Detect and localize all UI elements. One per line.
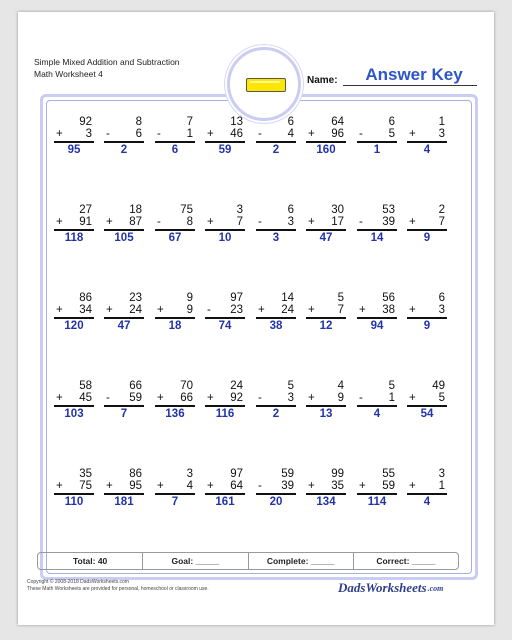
problem-underline: [54, 405, 94, 407]
math-problem: [256, 468, 296, 509]
site-logo: [338, 580, 474, 596]
problem-top-number: 66: [129, 380, 142, 392]
problem-answer: 67: [168, 231, 182, 244]
problem-top-number: 35: [79, 468, 92, 480]
problem-answer: 4: [423, 495, 431, 508]
problem-top-number: 70: [180, 380, 193, 392]
problem-top-number: 6: [438, 292, 445, 304]
complete-cell: Complete: _____: [249, 553, 354, 569]
problem-top-number: 3: [186, 468, 193, 480]
problem-operator: -: [359, 128, 363, 140]
problem-operator: -: [157, 128, 161, 140]
problem-bottom-number: 4: [287, 128, 294, 140]
problem-operator: -: [258, 216, 262, 228]
problem-answer: 120: [64, 319, 84, 332]
problem-operator: +: [258, 304, 265, 316]
logo-text: DadsWorksheets: [338, 580, 427, 595]
math-problem: [104, 204, 144, 245]
problem-operator: +: [56, 480, 63, 492]
problem-answer: 7: [171, 495, 179, 508]
problem-bottom-number: 3: [438, 304, 445, 316]
problem-underline: [104, 229, 144, 231]
problem-underline: [256, 317, 296, 319]
problem-bottom-number: 8: [186, 216, 193, 228]
problem-bottom-number: 24: [129, 304, 142, 316]
total-cell: Total: 40: [38, 553, 143, 569]
problem-underline: [54, 493, 94, 495]
problem-operator: +: [308, 128, 315, 140]
problem-underline: [155, 317, 195, 319]
problem-top-number: 55: [382, 468, 395, 480]
problem-answer: 6: [171, 143, 179, 156]
math-problem: [306, 380, 346, 421]
problem-underline: [54, 229, 94, 231]
problem-operator: +: [56, 392, 63, 404]
problem-underline: [407, 405, 447, 407]
math-problem: [155, 292, 195, 333]
problem-underline: [256, 493, 296, 495]
problem-underline: [357, 493, 397, 495]
problem-bottom-number: 59: [129, 392, 142, 404]
math-problem: [54, 116, 94, 157]
problem-answer: 4: [373, 407, 381, 420]
math-problem: [155, 204, 195, 245]
problem-underline: [155, 141, 195, 143]
problem-operator: +: [308, 216, 315, 228]
problem-underline: [306, 405, 346, 407]
problem-answer: 74: [218, 319, 232, 332]
math-problem: [104, 116, 144, 157]
problem-top-number: 5: [337, 292, 344, 304]
problem-top-number: 24: [230, 380, 243, 392]
copyright-line-2: These Math Worksheets are provided for personal, homeschool or classroom use.: [27, 586, 209, 592]
problem-top-number: 18: [129, 204, 142, 216]
problem-answer: 134: [316, 495, 336, 508]
name-field: [307, 64, 487, 88]
problem-answer: 103: [64, 407, 84, 420]
problem-bottom-number: 91: [79, 216, 92, 228]
problem-answer: 4: [423, 143, 431, 156]
score-bar: [37, 552, 459, 570]
problem-operator: -: [258, 480, 262, 492]
problem-operator: +: [207, 480, 214, 492]
problem-top-number: 1: [438, 116, 445, 128]
problem-bottom-number: 6: [135, 128, 142, 140]
problem-underline: [54, 317, 94, 319]
problem-underline: [357, 405, 397, 407]
name-line: [343, 85, 477, 86]
problem-operator: +: [409, 480, 416, 492]
answer-key-label: Answer Key: [365, 65, 463, 84]
problem-bottom-number: 38: [382, 304, 395, 316]
copyright-line-1: Copyright © 2008-2018 DadsWorksheets.com: [27, 579, 129, 585]
math-problem: [205, 380, 245, 421]
problem-answer: 118: [64, 231, 84, 244]
problem-bottom-number: 1: [186, 128, 193, 140]
math-problem: [104, 468, 144, 509]
problem-top-number: 13: [230, 116, 243, 128]
problem-operator: -: [359, 216, 363, 228]
math-problem: [357, 292, 397, 333]
problem-answer: 47: [117, 319, 131, 332]
math-problem: [407, 292, 447, 333]
problem-underline: [357, 141, 397, 143]
problem-top-number: 64: [331, 116, 344, 128]
problem-top-number: 27: [79, 204, 92, 216]
problem-top-number: 5: [287, 380, 294, 392]
math-problem: [54, 292, 94, 333]
problem-answer: 2: [272, 143, 280, 156]
problem-operator: +: [359, 480, 366, 492]
problem-bottom-number: 3: [85, 128, 92, 140]
math-problem: [357, 204, 397, 245]
problem-top-number: 6: [287, 116, 294, 128]
problem-top-number: 49: [432, 380, 445, 392]
problem-bottom-number: 45: [79, 392, 92, 404]
problem-answer: 12: [319, 319, 333, 332]
math-problem: [205, 468, 245, 509]
problem-answer: 116: [215, 407, 235, 420]
problem-underline: [104, 141, 144, 143]
math-problem: [306, 468, 346, 509]
problem-operator: +: [308, 304, 315, 316]
problem-answer: 3: [272, 231, 280, 244]
problem-underline: [256, 141, 296, 143]
problem-bottom-number: 96: [331, 128, 344, 140]
problem-answer: 1: [373, 143, 381, 156]
name-label: Name:: [307, 75, 338, 86]
problem-top-number: 2: [438, 204, 445, 216]
problem-bottom-number: 17: [331, 216, 344, 228]
problem-bottom-number: 1: [438, 480, 445, 492]
problem-bottom-number: 23: [230, 304, 243, 316]
problem-answer: 2: [272, 407, 280, 420]
copyright: [27, 579, 267, 593]
problem-underline: [104, 317, 144, 319]
problem-bottom-number: 7: [236, 216, 243, 228]
problem-answer: 14: [370, 231, 384, 244]
problem-operator: +: [359, 304, 366, 316]
problem-underline: [357, 317, 397, 319]
problem-operator: -: [258, 128, 262, 140]
math-problem: [104, 292, 144, 333]
problem-underline: [205, 229, 245, 231]
problem-top-number: 97: [230, 292, 243, 304]
title-line-1: Simple Mixed Addition and Subtraction: [34, 57, 180, 67]
problem-bottom-number: 95: [129, 480, 142, 492]
problem-operator: +: [409, 128, 416, 140]
problem-bottom-number: 34: [79, 304, 92, 316]
problem-answer: 161: [215, 495, 235, 508]
math-problem: [256, 292, 296, 333]
problem-answer: 7: [120, 407, 128, 420]
problem-answer: 181: [114, 495, 134, 508]
problem-underline: [407, 229, 447, 231]
problem-top-number: 23: [129, 292, 142, 304]
problem-operator: +: [157, 304, 164, 316]
math-problem: [357, 116, 397, 157]
problem-bottom-number: 5: [438, 392, 445, 404]
math-problem: [256, 204, 296, 245]
problem-underline: [155, 493, 195, 495]
problem-operator: -: [106, 128, 110, 140]
problem-top-number: 8: [135, 116, 142, 128]
problem-answer: 114: [367, 495, 387, 508]
problem-bottom-number: 3: [287, 216, 294, 228]
problem-operator: +: [409, 392, 416, 404]
problem-bottom-number: 9: [186, 304, 193, 316]
math-problem: [54, 380, 94, 421]
problem-answer: 94: [370, 319, 384, 332]
math-problem: [407, 204, 447, 245]
problem-bottom-number: 9: [337, 392, 344, 404]
problem-underline: [155, 229, 195, 231]
problem-answer: 54: [420, 407, 434, 420]
problem-bottom-number: 59: [382, 480, 395, 492]
problem-top-number: 9: [186, 292, 193, 304]
problem-bottom-number: 66: [180, 392, 193, 404]
problem-operator: -: [207, 304, 211, 316]
problem-top-number: 53: [382, 204, 395, 216]
math-problem: [407, 468, 447, 509]
problem-bottom-number: 3: [287, 392, 294, 404]
problem-answer: 38: [269, 319, 283, 332]
problem-top-number: 97: [230, 468, 243, 480]
problem-operator: +: [106, 304, 113, 316]
problem-top-number: 86: [129, 468, 142, 480]
problem-bottom-number: 87: [129, 216, 142, 228]
logo-suffix: .com: [427, 583, 444, 593]
problem-bottom-number: 39: [382, 216, 395, 228]
problem-answer: 47: [319, 231, 333, 244]
worksheet-title: [34, 56, 234, 80]
problem-bottom-number: 92: [230, 392, 243, 404]
problem-bottom-number: 5: [388, 128, 395, 140]
problem-underline: [205, 317, 245, 319]
problem-underline: [357, 229, 397, 231]
problem-operator: +: [56, 304, 63, 316]
problem-underline: [306, 317, 346, 319]
problem-underline: [205, 493, 245, 495]
math-problem: [155, 468, 195, 509]
problem-operator: +: [308, 392, 315, 404]
problem-bottom-number: 7: [438, 216, 445, 228]
problem-answer: 2: [120, 143, 128, 156]
problem-underline: [54, 141, 94, 143]
problem-answer: 160: [316, 143, 336, 156]
math-problem: [205, 204, 245, 245]
problem-top-number: 30: [331, 204, 344, 216]
problem-underline: [205, 405, 245, 407]
problem-underline: [104, 493, 144, 495]
problem-bottom-number: 75: [79, 480, 92, 492]
problem-operator: +: [106, 480, 113, 492]
problem-bottom-number: 7: [337, 304, 344, 316]
problem-underline: [104, 405, 144, 407]
math-problem: [155, 380, 195, 421]
math-problem: [306, 116, 346, 157]
problem-answer: 9: [423, 231, 431, 244]
correct-cell: Correct: _____: [376, 556, 436, 566]
problem-answer: 9: [423, 319, 431, 332]
problem-top-number: 59: [281, 468, 294, 480]
problem-top-number: 75: [180, 204, 193, 216]
problem-underline: [306, 493, 346, 495]
math-problem: [54, 468, 94, 509]
problem-answer: 110: [64, 495, 84, 508]
problem-operator: +: [56, 216, 63, 228]
problem-underline: [205, 141, 245, 143]
problem-operator: +: [409, 216, 416, 228]
problem-operator: +: [409, 304, 416, 316]
problem-underline: [306, 141, 346, 143]
math-problem: [407, 380, 447, 421]
title-line-2: Math Worksheet 4: [34, 69, 103, 79]
problem-top-number: 14: [281, 292, 294, 304]
math-problem: [407, 116, 447, 157]
math-problem: [155, 116, 195, 157]
problem-bottom-number: 35: [331, 480, 344, 492]
math-problem: [357, 468, 397, 509]
problem-operator: +: [157, 392, 164, 404]
math-problem: [205, 292, 245, 333]
problem-underline: [306, 229, 346, 231]
problem-answer: 105: [114, 231, 134, 244]
problem-top-number: 6: [388, 116, 395, 128]
problem-operator: +: [106, 216, 113, 228]
math-problem: [256, 116, 296, 157]
problem-underline: [155, 405, 195, 407]
math-problem: [357, 380, 397, 421]
problem-bottom-number: 3: [438, 128, 445, 140]
math-problem: [54, 204, 94, 245]
eraser-badge: [227, 47, 301, 121]
math-problem: [256, 380, 296, 421]
problem-operator: +: [207, 128, 214, 140]
problem-operator: +: [207, 392, 214, 404]
problem-top-number: 86: [79, 292, 92, 304]
problem-operator: +: [207, 216, 214, 228]
problem-operator: -: [359, 392, 363, 404]
problem-answer: 10: [218, 231, 232, 244]
problem-underline: [256, 229, 296, 231]
problem-answer: 95: [67, 143, 81, 156]
problem-underline: [407, 493, 447, 495]
problem-bottom-number: 64: [230, 480, 243, 492]
problem-answer: 59: [218, 143, 232, 156]
math-problem: [205, 116, 245, 157]
problem-operator: +: [308, 480, 315, 492]
problem-top-number: 92: [79, 116, 92, 128]
problem-bottom-number: 4: [186, 480, 193, 492]
eraser-icon: [246, 78, 286, 92]
math-problem: [104, 380, 144, 421]
problem-answer: 20: [269, 495, 283, 508]
math-problem: [306, 292, 346, 333]
problem-answer: 13: [319, 407, 333, 420]
problem-operator: -: [157, 216, 161, 228]
problem-answer: 18: [168, 319, 182, 332]
problem-top-number: 3: [236, 204, 243, 216]
problem-operator: -: [258, 392, 262, 404]
problem-top-number: 56: [382, 292, 395, 304]
problem-top-number: 5: [388, 380, 395, 392]
problem-top-number: 58: [79, 380, 92, 392]
problem-top-number: 4: [337, 380, 344, 392]
problem-bottom-number: 46: [230, 128, 243, 140]
problem-bottom-number: 39: [281, 480, 294, 492]
problem-top-number: 99: [331, 468, 344, 480]
problem-underline: [256, 405, 296, 407]
problem-top-number: 6: [287, 204, 294, 216]
problem-answer: 136: [165, 407, 185, 420]
problem-top-number: 3: [438, 468, 445, 480]
problem-bottom-number: 24: [281, 304, 294, 316]
problem-top-number: 7: [186, 116, 193, 128]
goal-cell: Goal: _____: [143, 553, 248, 569]
problem-operator: +: [56, 128, 63, 140]
problem-operator: +: [157, 480, 164, 492]
problem-underline: [407, 317, 447, 319]
problem-bottom-number: 1: [388, 392, 395, 404]
math-problem: [306, 204, 346, 245]
problem-underline: [407, 141, 447, 143]
problem-operator: -: [106, 392, 110, 404]
